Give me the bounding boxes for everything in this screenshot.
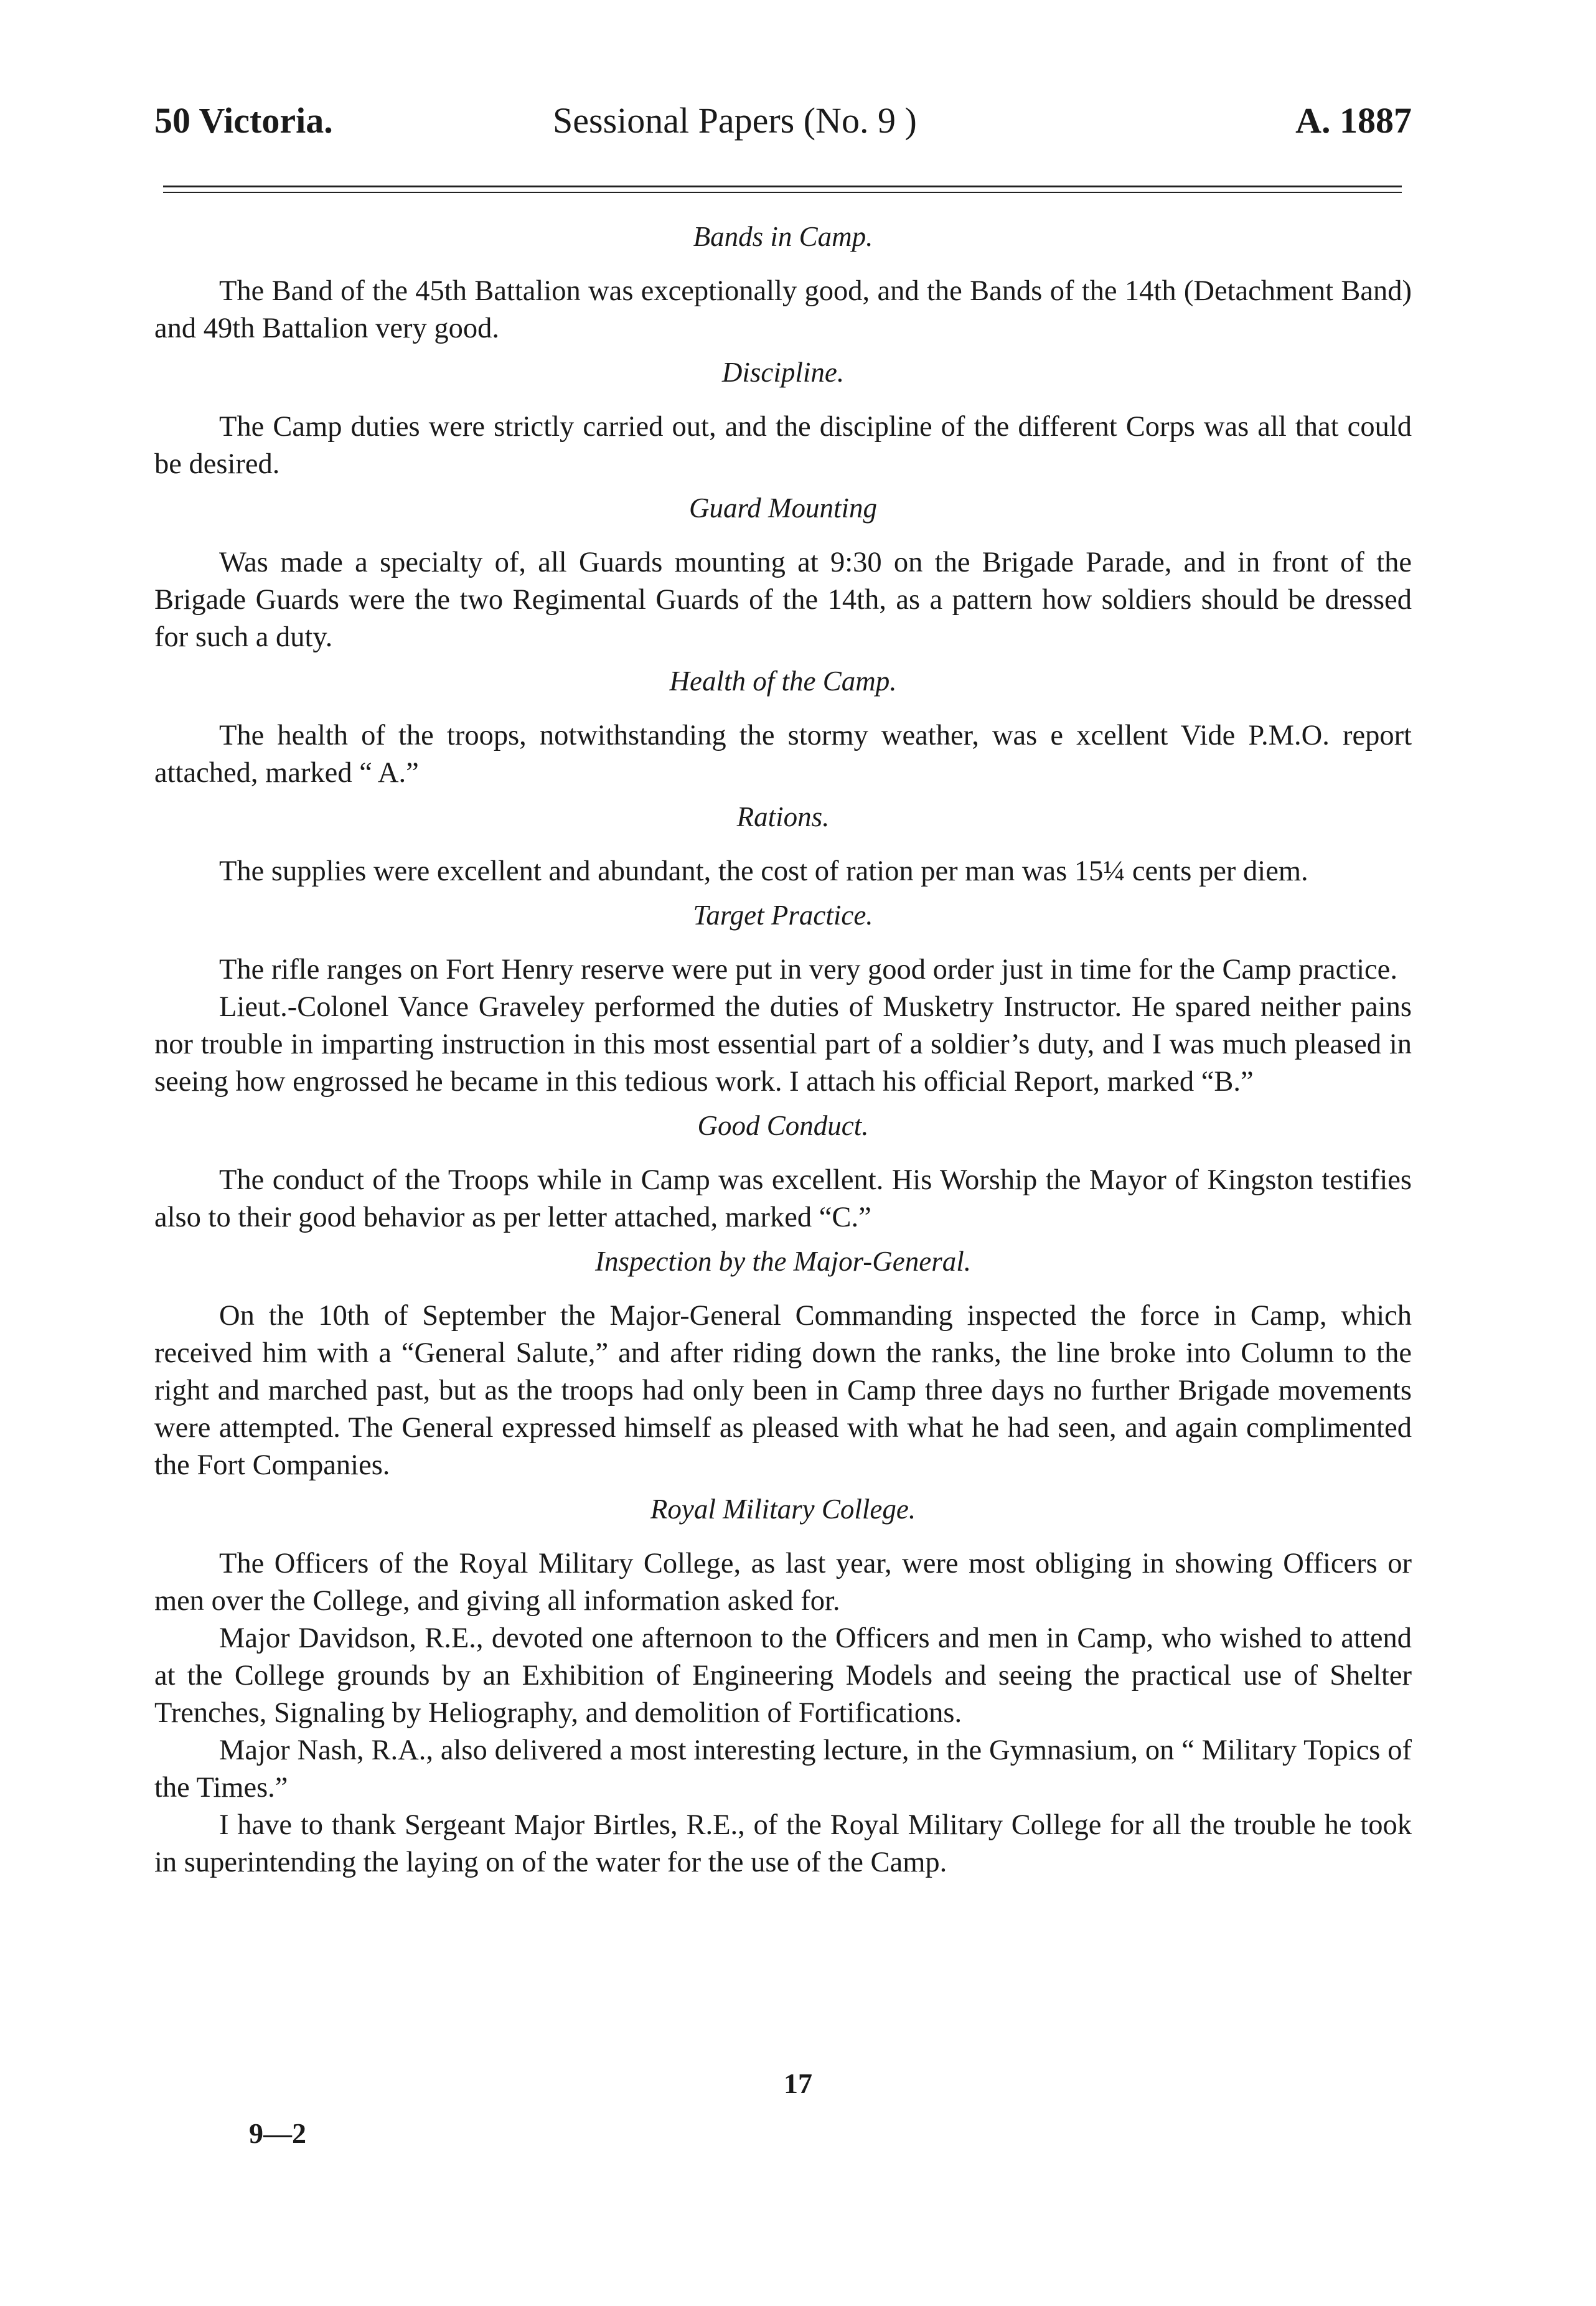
paragraph: The conduct of the Troops while in Camp was excellent. His Worship the Mayor of Kingston testifies also to their good behavior as per letter attached, marked “C.” <box>154 1164 1412 1233</box>
section-heading: Inspection by the Major-General. <box>595 1246 971 1277</box>
paragraph: Major Davidson, R.E., devoted one afternoon to the Officers and men in Camp, who wished to attend at the College grounds by an Exhibition of Engineering Models and seeing the practical use of Shelter Trenches, Signaling by Heliography, and demolition of Fortifications. <box>154 1622 1412 1729</box>
paragraph: The health of the troops, notwithstanding the stormy weather, was e xcellent Vide P.M.O. report attached, marked “ A.” <box>154 720 1412 789</box>
section-royal-military-college <box>154 1490 1412 1881</box>
header-rule-top <box>163 186 1402 187</box>
header-title: Sessional Papers (No. 9 ) <box>553 100 917 141</box>
header-year: A. 1887 <box>1295 100 1412 141</box>
section-heading: Royal Military College. <box>650 1494 916 1525</box>
section-rations <box>154 798 1412 890</box>
section-heading: Guard Mounting <box>688 492 878 524</box>
paragraph: The supplies were excellent and abundant, the cost of ration per man was 15¼ cents per diem. <box>219 855 1308 887</box>
section-inspection <box>154 1243 1412 1484</box>
paragraph: Lieut.-Colonel Vance Graveley performed the duties of Musketry Instructor. He spared neither pains nor trouble in imparting instruction in this most essential part of a soldier’s duty, and I was much pleased in seeing how engrossed he became in this tedious work. I attach his official Report, marked “B.” <box>154 991 1412 1098</box>
section-discipline <box>154 354 1412 483</box>
section-target-practice <box>154 897 1412 1101</box>
section-heading: Good Conduct. <box>697 1110 869 1141</box>
section-heading: Discipline. <box>721 357 845 388</box>
page-number: 17 <box>784 2068 812 2099</box>
paragraph: Was made a specialty of, all Guards mounting at 9:30 on the Brigade Parade, and in front of the Brigade Guards were the two Regimental Guards of the 14th, as a pattern how soldiers should be dressed for such a duty. <box>154 547 1412 653</box>
paragraph: The Camp duties were strictly carried out, and the discipline of the different Corps was all that could be desired. <box>154 411 1412 480</box>
section-heading: Target Practice. <box>693 900 873 931</box>
document-body <box>154 212 1412 1881</box>
header-rule-bottom <box>163 192 1402 193</box>
paragraph: On the 10th of September the Major-General Commanding inspected the force in Camp, which received him with a “General Salute,” and after riding down the ranks, the line broke into Column to the right and marched past, but as the troops had only been in Camp three days no further Brigade movements were attempted. The General expressed himself as pleased with what he had seen, and again complimented the Fort Companies. <box>154 1300 1412 1481</box>
section-bands <box>154 218 1412 347</box>
paragraph: The Band of the 45th Battalion was exceptionally good, and the Bands of the 14th (Detachment Band) and 49th Battalion very good. <box>154 275 1412 344</box>
paragraph: Major Nash, R.A., also delivered a most interesting lecture, in the Gymnasium, on “ Military Topics of the Times.” <box>154 1734 1412 1804</box>
section-good-conduct <box>154 1107 1412 1236</box>
section-heading: Bands in Camp. <box>693 221 873 252</box>
paragraph: The rifle ranges on Fort Henry reserve were put in very good order just in time for the Camp practice. <box>219 954 1397 986</box>
section-heading: Rations. <box>736 801 830 832</box>
paragraph: The Officers of the Royal Military College, as last year, were most obliging in showing Officers or men over the College, and giving all information asked for. <box>154 1548 1412 1617</box>
section-heading: Health of the Camp. <box>669 666 897 697</box>
header-session: 50 Victoria. <box>154 100 333 141</box>
section-guard-mounting <box>154 489 1412 656</box>
section-health <box>154 662 1412 792</box>
page-header <box>154 100 1412 156</box>
paragraph: I have to thank Sergeant Major Birtles, R.E., of the Royal Military College for all the trouble he took in superintending the laying on of the water for the use of the Camp. <box>154 1809 1412 1878</box>
signature-mark: 9—2 <box>249 2117 306 2149</box>
